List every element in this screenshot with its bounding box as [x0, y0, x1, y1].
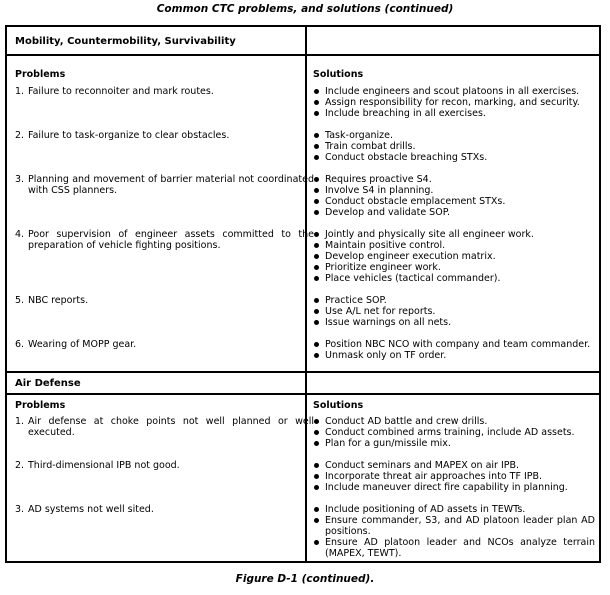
- section-air-defense-problems: [15, 400, 314, 515]
- solution-item: Include positioning of AD assets in TEWTs.: [313, 504, 595, 515]
- solution-item: Conduct obstacle breaching STXs.: [313, 152, 595, 163]
- problem-number: 3.: [15, 174, 25, 185]
- solution-item: Unmask only on TF order.: [313, 350, 595, 361]
- problem-number: 4.: [15, 229, 25, 240]
- solution-item: Assign responsibility for recon, marking, and security.: [313, 97, 595, 108]
- solution-list: [313, 229, 595, 284]
- solution-list: [313, 130, 595, 163]
- solution-item: Ensure commander, S3, and AD platoon leader plan AD positions.: [313, 515, 595, 537]
- solution-item: Maintain positive control.: [313, 240, 595, 251]
- problem-text: NBC reports.: [28, 295, 89, 306]
- document-title: Common CTC problems, and solutions (continued): [156, 3, 454, 15]
- column-divider: [305, 27, 307, 561]
- problems-label: Problems: [15, 400, 66, 411]
- solution-list: [313, 86, 595, 119]
- solution-item: Involve S4 in planning.: [313, 185, 595, 196]
- problem-text: Wearing of MOPP gear.: [28, 339, 137, 350]
- solution-item: Place vehicles (tactical commander).: [313, 273, 595, 284]
- problem-number: 3.: [15, 504, 25, 515]
- solution-item: Conduct obstacle emplacement STXs.: [313, 196, 595, 207]
- row-divider: [7, 371, 599, 373]
- solution-item: Include maneuver direct fire capability in planning.: [313, 482, 595, 493]
- problem-number: 5.: [15, 295, 25, 306]
- solution-item: Issue warnings on all nets.: [313, 317, 595, 328]
- solution-item: Train combat drills.: [313, 141, 595, 152]
- problem-text: Failure to task-organize to clear obstacles.: [28, 130, 230, 141]
- problem-item: [15, 416, 314, 438]
- solution-item: Ensure AD platoon leader and NCOs analyze terrain (MAPEX, TEWT).: [313, 537, 595, 559]
- problem-item: [15, 460, 314, 471]
- problem-text: Planning and movement of barrier material not coordinated with CSS planners.: [28, 174, 314, 196]
- problem-text: Poor supervision of engineer assets committed to the preparation of vehicle fighting positions.: [28, 229, 314, 251]
- section-mobility-solutions: [313, 69, 595, 361]
- solution-item: Position NBC NCO with company and team commander.: [313, 339, 595, 350]
- problem-text: AD systems not well sited.: [28, 504, 154, 515]
- problem-number: 1.: [15, 416, 25, 427]
- problem-item: [15, 174, 314, 196]
- solution-list: [313, 295, 595, 328]
- solution-item: Conduct seminars and MAPEX on air IPB.: [313, 460, 595, 471]
- solution-item: Jointly and physically site all engineer work.: [313, 229, 595, 240]
- figure-caption: Figure D-1 (continued).: [235, 573, 375, 585]
- row-divider: [7, 54, 599, 56]
- solution-item: Conduct combined arms training, include AD assets.: [313, 427, 595, 438]
- solution-list: [313, 416, 595, 449]
- solution-item: Conduct AD battle and crew drills.: [313, 416, 595, 427]
- problem-item: [15, 86, 314, 97]
- section-air-defense-solutions: [313, 400, 595, 559]
- solution-list: [313, 504, 595, 559]
- solution-item: Task-organize.: [313, 130, 595, 141]
- problem-number: 2.: [15, 460, 25, 471]
- solution-item: Plan for a gun/missile mix.: [313, 438, 595, 449]
- solution-item: Develop engineer execution matrix.: [313, 251, 595, 262]
- solution-item: Requires proactive S4.: [313, 174, 595, 185]
- problem-text: Third-dimensional IPB not good.: [28, 460, 180, 471]
- solution-item: Include engineers and scout platoons in all exercises.: [313, 86, 595, 97]
- solution-item: Develop and validate SOP.: [313, 207, 595, 218]
- problem-item: [15, 339, 314, 350]
- problem-number: 2.: [15, 130, 25, 141]
- problem-item: [15, 504, 314, 515]
- problem-item: [15, 130, 314, 141]
- problem-number: 1.: [15, 86, 25, 97]
- solution-item: Prioritize engineer work.: [313, 262, 595, 273]
- solution-item: Practice SOP.: [313, 295, 595, 306]
- solution-list: [313, 460, 595, 493]
- solution-list: [313, 174, 595, 218]
- problem-item: [15, 295, 314, 306]
- solution-item: Include breaching in all exercises.: [313, 108, 595, 119]
- section-heading-air-defense: Air Defense: [15, 378, 81, 389]
- problem-text: Failure to reconnoiter and mark routes.: [28, 86, 214, 97]
- section-heading-mobility: Mobility, Countermobility, Survivability: [15, 36, 236, 47]
- solutions-label: Solutions: [313, 400, 364, 411]
- problem-number: 6.: [15, 339, 25, 350]
- solution-item: Use A/L net for reports.: [313, 306, 595, 317]
- problem-text: Air defense at choke points not well planned or well executed.: [28, 416, 314, 438]
- section-mobility-problems: [15, 69, 314, 350]
- solution-item: Incorporate threat air approaches into TF IPB.: [313, 471, 595, 482]
- problems-solutions-table: [5, 25, 601, 563]
- solution-list: [313, 339, 595, 361]
- row-divider: [7, 393, 599, 395]
- solutions-label: Solutions: [313, 69, 364, 80]
- problem-item: [15, 229, 314, 251]
- problems-label: Problems: [15, 69, 66, 80]
